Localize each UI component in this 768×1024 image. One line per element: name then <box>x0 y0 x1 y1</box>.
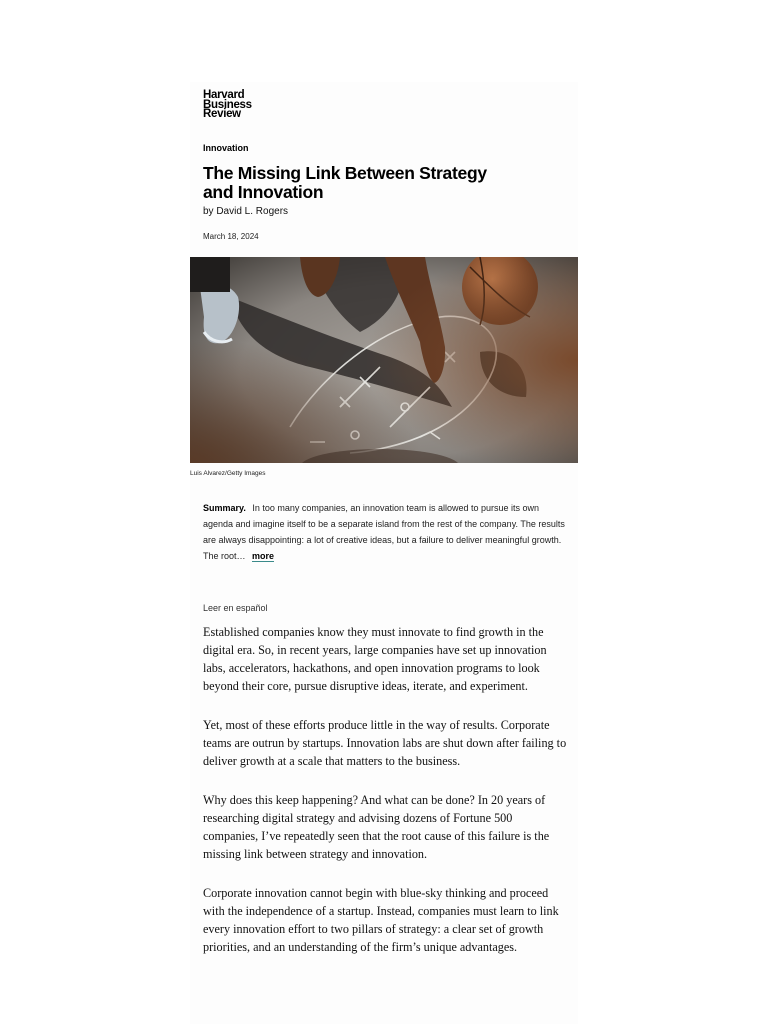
logo-line: Review <box>203 108 241 121</box>
more-link[interactable]: more <box>252 551 275 561</box>
body-paragraph: Why does this keep happening? And what can be done? In 20 years of researching digital strategy and advising dozens of Fortune 500 companies, I’ve repeatedly seen that the root cause of this failure is the missing link between strategy and innovation. <box>203 793 550 861</box>
spanish-version-link[interactable]: Leer en español <box>203 603 268 613</box>
hbr-logo[interactable] <box>203 91 283 120</box>
body-paragraph: Corporate innovation cannot begin with blue-sky thinking and proceed with the independence of a startup. Instead, companies must learn to link every innovation effort to two pillars of strategy: a clear set of growth priorities, and an understanding of the firm’s unique advantages. <box>203 886 559 954</box>
body-paragraph: Established companies know they must innovate to find growth in the digital era. So, in recent years, large companies have set up innovation labs, accelerators, hackathons, and open innovation programs to look beyond their core, pursue disruptive ideas, iterate, and experiment. <box>203 625 547 693</box>
logo-line: Harvard <box>203 89 245 101</box>
logo-line: Business <box>203 98 252 111</box>
byline: by David L. Rogers <box>203 206 289 217</box>
hero-photo-illustration <box>190 257 578 463</box>
body-paragraph: Yet, most of these efforts produce little in the way of results. Corporate teams are outrun by startups. Innovation labs are shut down after failing to deliver growth at a scale that matters to the business. <box>203 718 567 768</box>
topic-link[interactable]: Innovation <box>203 143 249 153</box>
article-body <box>203 623 567 977</box>
summary-label: Summary. <box>203 503 246 513</box>
article-title: The Missing Link Between Strategy and Innovation <box>203 163 487 202</box>
article-summary <box>203 500 565 564</box>
summary-text: In too many companies, an innovation team is allowed to pursue its own agenda and imagine itself to be a separate island from the rest of the company. The results are always disappointing: a lot of creative ideas, but a failure to deliver meaningful growth. The root… <box>203 503 565 561</box>
image-credit: Luis Alvarez/Getty Images <box>190 470 266 477</box>
publish-date: March 18, 2024 <box>203 232 259 241</box>
article <box>190 82 578 1024</box>
hero-image <box>190 257 578 463</box>
